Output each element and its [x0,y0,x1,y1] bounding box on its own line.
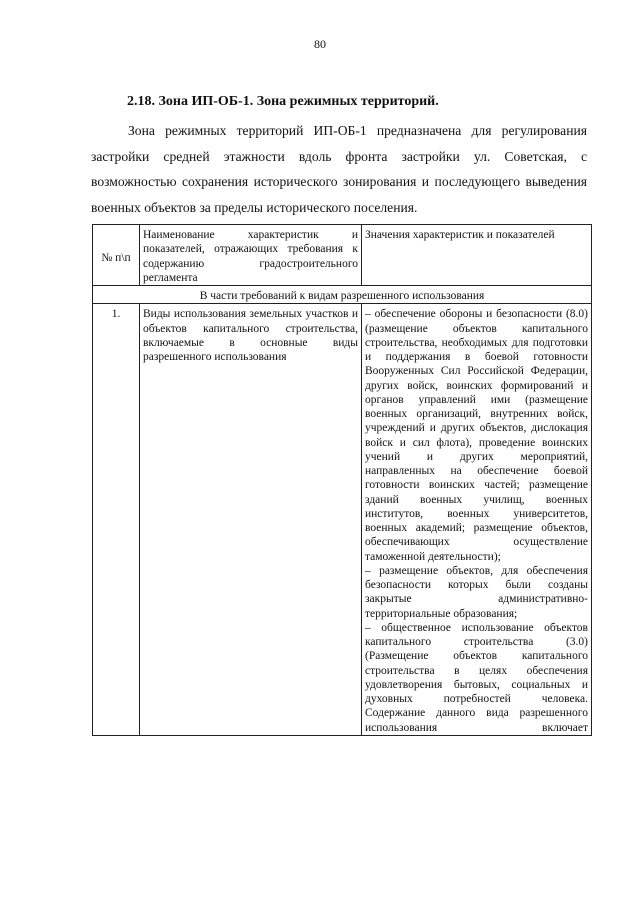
regulation-table [92,224,592,736]
header-name: Наименование характеристик и показателей, отражающих требования к содержанию градостроительного регламента [140,225,362,286]
row-num: 1. [93,304,140,736]
value-item: – обеспечение обороны и безопасности (8.0) (размещение объектов капитального строительства, необходимых для подготовки и поддержания в боевой готовности Вооруженных Сил Российской Федерации, других войск, воинских формирований и органов управлений ими (размещение военных организаций, внутренних войск, учреждений и других объектов, дислокация войск и сил флота), проведение воинских учений и других мероприятий, направленных на обеспечение боевой готовности воинских частей; размещение зданий военных училищ, военных институтов, военных университетов, военных академий; размещение объектов, обеспечивающих осуществление таможенной деятельности); [365,308,588,563]
table-header-row [93,225,592,286]
section-heading: 2.18. Зона ИП-ОБ-1. Зона режимных территорий. [127,94,439,109]
intro-text: Зона режимных территорий ИП-ОБ-1 предназначена для регулирования застройки средней этажности вдоль фронта застройки ул. Советская, с возможностью сохранения исторического зонирования и последующего выведения военных объектов за пределы исторического поселения. [91,123,587,215]
row-name: Виды использования земельных участков и объектов капитального строительства, включаемые в основные виды разрешенного использования [140,304,362,736]
row-values [362,304,592,736]
table-row [93,304,592,736]
header-num: № п\п [93,225,140,286]
section-title: В части требований к видам разрешенного использования [93,286,592,304]
page-number: 80 [314,37,326,51]
intro-paragraph [91,118,587,220]
section-row [93,286,592,304]
value-item: – общественное использование объектов капитального строительства (3.0) (Размещение объектов капитального строительства в целях обеспечения удовлетворения бытовых, социальных и духовных потребностей человека. Содержание данного вида разрешенного использования включает [365,621,588,734]
header-values: Значения характеристик и показателей [362,225,592,286]
value-item: – размещение объектов, для обеспечения безопасности которых были созданы закрытые административно-территориальные образования; [365,564,588,620]
